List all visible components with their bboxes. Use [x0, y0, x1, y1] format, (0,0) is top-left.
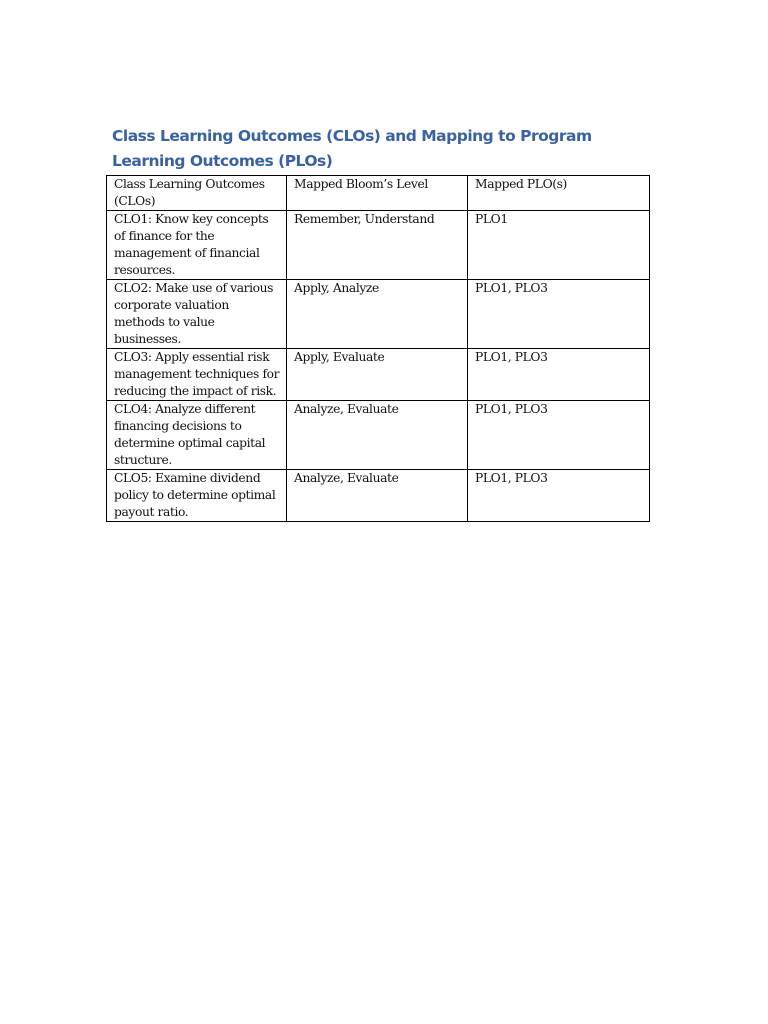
table-row: [107, 280, 650, 349]
blooms-level-cell: Analyze, Evaluate: [287, 470, 468, 522]
header-cell-clos: Class Learning Outcomes (CLOs): [107, 176, 287, 211]
blooms-level-cell: Apply, Analyze: [287, 280, 468, 349]
blooms-level-cell: Apply, Evaluate: [287, 349, 468, 401]
plo-cell: PLO1, PLO3: [468, 401, 650, 470]
table-header-row: [107, 176, 650, 211]
clo-mapping-table: [106, 175, 650, 522]
blooms-level-cell: Remember, Understand: [287, 211, 468, 280]
plo-cell: PLO1: [468, 211, 650, 280]
plo-cell: PLO1, PLO3: [468, 470, 650, 522]
clo-cell: CLO2: Make use of various corporate valuation methods to value businesses.: [107, 280, 287, 349]
blooms-level-cell: Analyze, Evaluate: [287, 401, 468, 470]
section-heading: Class Learning Outcomes (CLOs) and Mapping to Program Learning Outcomes (PLOs): [112, 127, 592, 170]
plo-cell: PLO1, PLO3: [468, 349, 650, 401]
header-cell-blooms-level: Mapped Bloom’s Level: [287, 176, 468, 211]
clo-cell: CLO3: Apply essential risk management techniques for reducing the impact of risk.: [107, 349, 287, 401]
clo-cell: CLO1: Know key concepts of finance for the management of financial resources.: [107, 211, 287, 280]
table-row: [107, 470, 650, 522]
plo-cell: PLO1, PLO3: [468, 280, 650, 349]
table-row: [107, 401, 650, 470]
table-row: [107, 349, 650, 401]
clo-cell: CLO5: Examine dividend policy to determine optimal payout ratio.: [107, 470, 287, 522]
clo-cell: CLO4: Analyze different financing decisions to determine optimal capital structure.: [107, 401, 287, 470]
header-cell-plos: Mapped PLO(s): [468, 176, 650, 211]
table-row: [107, 211, 650, 280]
